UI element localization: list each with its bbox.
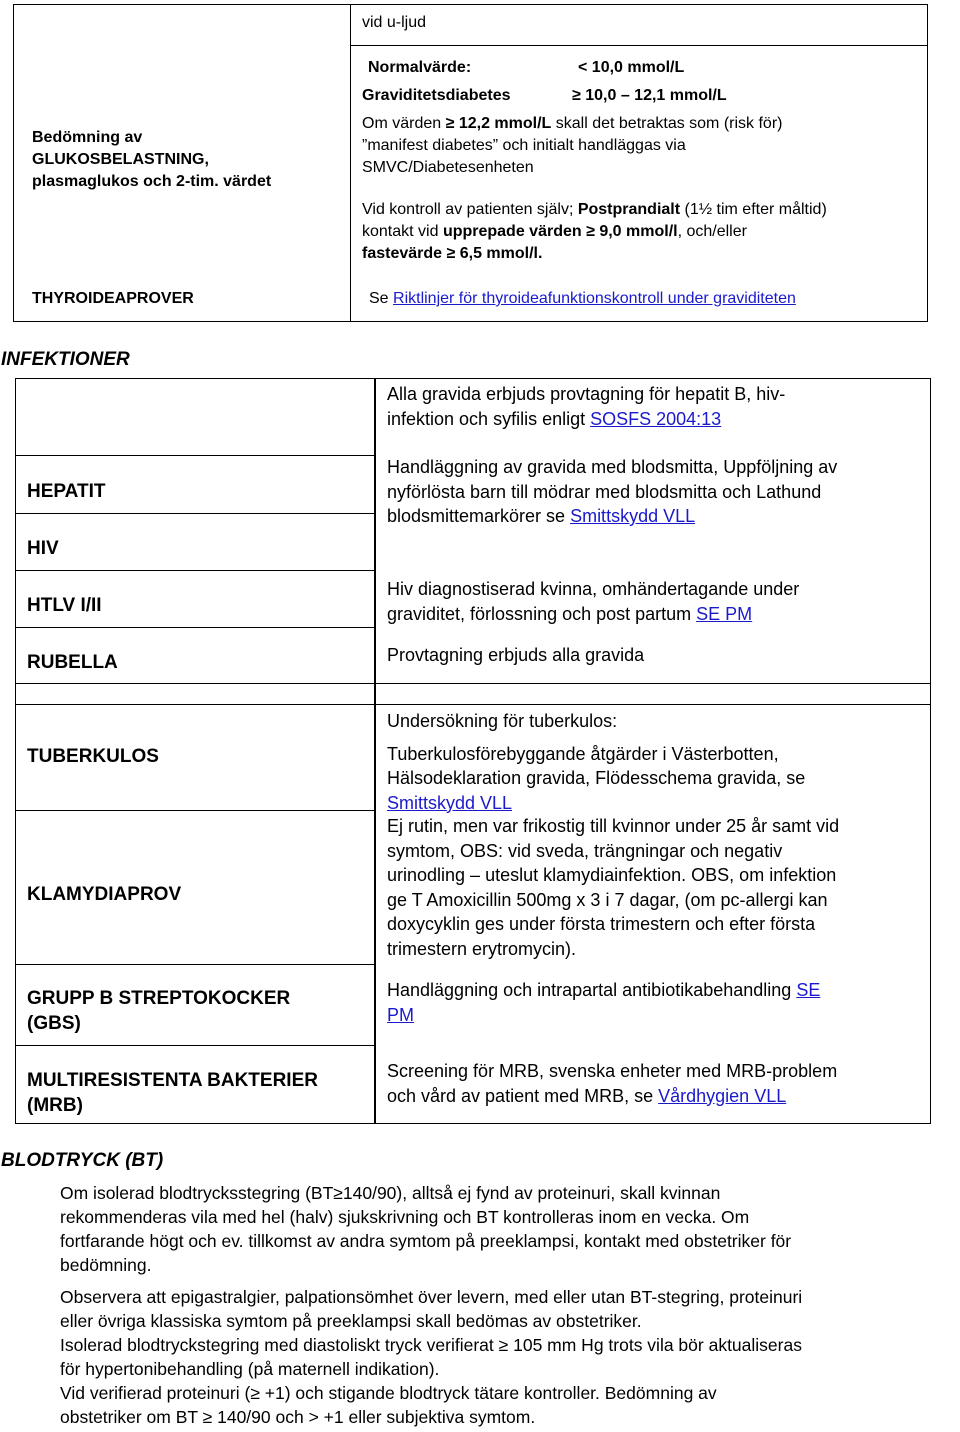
kontroll-text: Vid kontroll av patienten själv; Postprandialt (1½ tim efter måltid) kontakt vid upprepade värden ≥ 9,0 mmol/l, och/eller fastevärde ≥ 6,5 mmol/l. [362, 199, 827, 265]
row-divider [15, 683, 375, 684]
row-divider [15, 455, 375, 456]
thyroidea-label: THYROIDEAPROVER [32, 290, 194, 307]
manifest-text: Om värden ≥ 12,2 mmol/L skall det betraktas som (risk för) ”manifest diabetes” och initialt handläggas via SMVC/Diabetesenheten [362, 113, 782, 179]
row-divider [15, 627, 375, 628]
sosfs-link[interactable]: SOSFS 2004:13 [590, 408, 722, 429]
gbs-label: GRUPP B STREPTOKOCKER (GBS) [27, 988, 291, 1034]
blodtryck-heading: BLODTRYCK (BT) [1, 1150, 164, 1171]
hepatit-text: Handläggning av gravida med blodsmitta, Uppföljning av nyförlösta barn till mödrar med blodsmitta och Lathund blodsmittemarkörer se Smittskydd VLL [387, 457, 838, 526]
glukos-header-divider [350, 45, 928, 46]
gbs-text: Handläggning och intrapartal antibiotikabehandling SE PM [387, 980, 821, 1025]
smittskydd-tb-link[interactable]: Smittskydd VLL [387, 792, 513, 813]
hepatit-label: HEPATIT [27, 481, 106, 502]
klamydia-label: KLAMYDIAPROV [27, 884, 182, 905]
tuberkulos-label: TUBERKULOS [27, 746, 159, 767]
vardhygien-link[interactable]: Vårdhygien VLL [658, 1085, 787, 1106]
infektioner-intro: Alla gravida erbjuds provtagning för hepatit B, hiv- infektion och syfilis enligt SOSFS 2004:13 [387, 384, 786, 429]
row-divider [375, 683, 931, 684]
htlv-text: Hiv diagnostiserad kvinna, omhändertagande under graviditet, förlossning och post partum SE PM [387, 579, 800, 624]
thyroidea-text: Se Riktlinjer för thyroideafunktionskontroll under graviditeten [369, 290, 796, 307]
row-divider [375, 704, 931, 705]
blodtryck-paragraph-1: Om isolerad blodtrycksstegring (BT≥140/90), alltså ej fynd av proteinuri, skall kvinnan rekommenderas vila med hel (halv) sjukskrivning och BT kontrolleras inom en vecka. Om fortfarande högt och ev. tillkomst av andra symtom på preeklampsi, kontakt med obstetriker för bedömning. [60, 1183, 792, 1275]
row-divider [15, 964, 375, 965]
hiv-label: HIV [27, 538, 59, 559]
graviditetsdiabetes-value: ≥ 10,0 – 12,1 mmol/L [572, 85, 727, 107]
htlv-label: HTLV I/II [27, 595, 102, 616]
gbs-pm-link[interactable]: PM [387, 1004, 414, 1025]
smittskydd-link[interactable]: Smittskydd VLL [570, 506, 696, 526]
klamydia-text: Ej rutin, men var frikostig till kvinnor under 25 år samt vid symtom, OBS: vid sveda, trängningar och negativ urinodling – uteslut klamydiainfektion. OBS, om infektion ge T Amoxicillin 500mg x 3 i 7 dagar, (om pc-allergi kan doxycyklin ges under första trimestern och efter första trimestern erytromycin). [387, 816, 840, 959]
row-divider [15, 1045, 375, 1046]
row-divider [15, 704, 375, 705]
glukos-header: vid u-ljud [362, 14, 427, 31]
se-pm-link[interactable]: SE PM [696, 603, 753, 624]
row-divider [15, 570, 375, 571]
infektioner-heading: INFEKTIONER [1, 349, 130, 370]
glukos-label: Bedömning av GLUKOSBELASTNING, plasmaglukos och 2-tim. värdet [32, 129, 272, 190]
blodtryck-paragraph-2: Observera att epigastralgier, palpationsömhet över levern, med eller utan BT-stegring, proteinuri eller övriga klassiska symtom på preeklampsi skall bedömas av obstetriker. Isolerad blodtryckstegring med diastoliskt tryck verifierat ≥ 105 mm Hg trots vila bör aktualiseras för hypertonibehandling (på maternell indikation). Vid verifierad proteinuri (≥ +1) och stigande blodtryck tätare kontroller. Bedömning av obstetriker om BT ≥ 140/90 och > +1 eller subjektiva symtom. [60, 1287, 803, 1427]
mrb-text: Screening för MRB, svenska enheter med MRB-problem och vård av patient med MRB, se Vårdhygien VLL [387, 1061, 838, 1106]
normalvarde-label: Normalvärde: [368, 59, 472, 76]
tuberkulos-text: Undersökning för tuberkulos: Tuberkulosförebyggande åtgärder i Västerbotten, Hälsodeklaration gravida, Flödesschema gravida, se Smittskydd VLL [387, 711, 806, 813]
thyroidea-guidelines-link[interactable]: Riktlinjer för thyroideafunktionskontroll under graviditeten [393, 290, 796, 307]
rubella-label: RUBELLA [27, 652, 118, 673]
mrb-label: MULTIRESISTENTA BAKTERIER (MRB) [27, 1070, 318, 1116]
graviditetsdiabetes-label: Graviditetsdiabetes [362, 87, 511, 104]
row-divider [15, 810, 375, 811]
normalvarde-value: < 10,0 mmol/L [578, 59, 685, 76]
row-divider [15, 513, 375, 514]
glukos-col-divider [350, 4, 351, 322]
gbs-se-link[interactable]: SE [796, 980, 821, 1000]
rubella-text: Provtagning erbjuds alla gravida [387, 645, 645, 665]
